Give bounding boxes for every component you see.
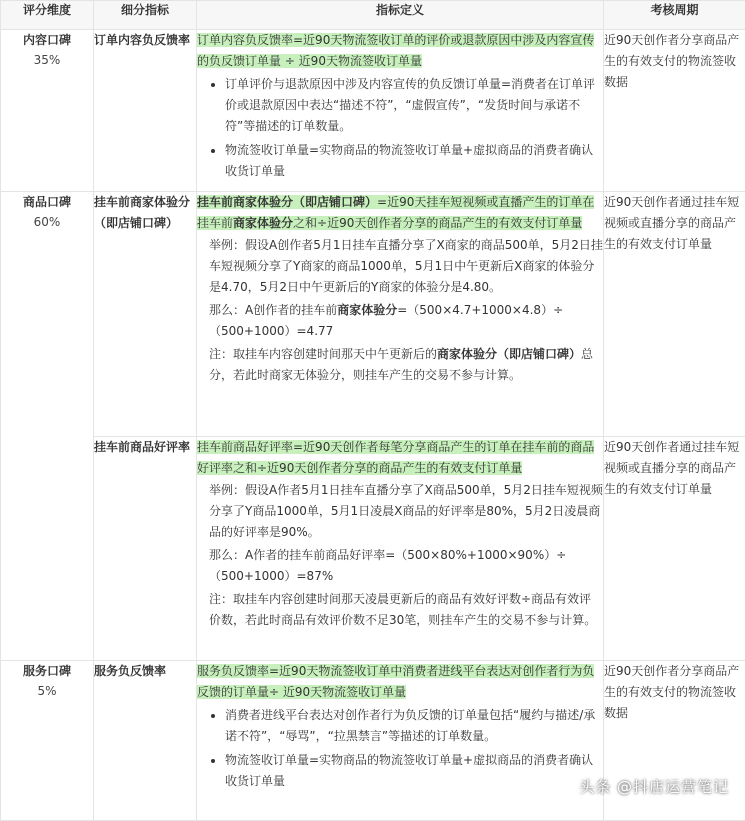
note-text: 注：取挂车内容创建时间那天凌晨更新后的商品有效好评数÷商品有效评价数，若此时商品有效评价数不足30笔，则挂车产生的交易不参与计算。: [209, 589, 603, 631]
dimension-name: 服务口碑: [1, 661, 93, 681]
list-item: • 消费者进线平台表达对创作者行为负反馈的订单量包括“履约与描述/承诺不符”，“辱骂”，“拉黑禁言”等描述的订单数量。: [225, 705, 603, 747]
note-text: [209, 344, 603, 386]
table-row: [1, 30, 745, 192]
calculation-text: 那么：A作者的挂车前商品好评率=（500×80%+1000×90%）÷（500+1000）=87%: [209, 545, 603, 587]
sub-metric-cell: 挂车前商品好评率: [94, 437, 197, 661]
dimension-cell: [1, 192, 94, 661]
calc-formula: =（500×4.7+1000×4.8）÷（500+1000）=4.77: [209, 303, 563, 338]
definition-formula: 服务负反馈率=近90天物流签收订单中消费者进线平台表达对创作者行为负反馈的订单量÷ 近90天物流签收订单量: [197, 664, 594, 699]
dimension-weight: 60%: [1, 212, 93, 232]
definition-formula: 订单内容负反馈率=近90天物流签收订单的评价或退款原因中涉及内容宣传的负反馈订单量 ÷ 近90天物流签收订单量: [197, 33, 594, 68]
note-prefix: 注：取挂车内容创建时间那天中午更新后的: [209, 347, 437, 361]
header-row: [1, 1, 745, 30]
bold-term: 挂车前商家体验分（即店铺口碑）: [197, 195, 377, 209]
definition-bullets: [197, 74, 603, 182]
formula-part: 之和÷近90天创作者分享的商品产生的有效支付订单量: [293, 216, 582, 230]
calculation-text: [209, 300, 603, 342]
dimension-weight: 5%: [1, 681, 93, 701]
cycle-cell: 近90天创作者分享商品产生的有效支付的物流签收数据: [604, 30, 745, 192]
table-row: [1, 192, 745, 437]
dimension-weight: 35%: [1, 50, 93, 70]
definition-cell: [197, 192, 604, 437]
example-block: [197, 235, 603, 386]
example-block: [197, 480, 603, 631]
definition-formula: [197, 195, 594, 230]
list-item: • 物流签收订单量=实物商品的物流签收订单量+虚拟商品的消费者确认收货订单量: [225, 140, 603, 182]
definition-bullets: [197, 705, 603, 792]
example-text: 举例：假设A作者5月1日挂车直播分享了X商品500单，5月2日挂车短视频分享了Y商品1000单，5月1日凌晨X商品的好评率是80%，5月2日凌晨商品的好评率是90%。: [209, 480, 603, 543]
definition-cell: [197, 437, 604, 661]
dimension-cell: [1, 661, 94, 821]
calc-prefix: 那么：A创作者的挂车前: [209, 303, 337, 317]
header-cycle: 考核周期: [604, 1, 745, 30]
header-definition: 指标定义: [197, 1, 604, 30]
note-suffix: 总分，若此时商家无体验分，则挂车产生的交易不参与计算。: [209, 347, 593, 382]
dimension-name: 内容口碑: [1, 30, 93, 50]
definition-cell: [197, 661, 604, 821]
sub-metric-cell: 服务负反馈率: [94, 661, 197, 821]
sub-metric-cell: 挂车前商家体验分（即店铺口碑）: [94, 192, 197, 437]
formula-part: =近90天挂车短视频或直播产生的订单在挂车前: [197, 195, 594, 230]
cycle-cell: 近90天创作者通过挂车短视频或直播分享的商品产生的有效支付订单量: [604, 192, 745, 437]
list-item: • 物流签收订单量=实物商品的物流签收订单量+虚拟商品的消费者确认收货订单量: [225, 750, 603, 792]
dimension-cell: [1, 30, 94, 192]
definition-cell: [197, 30, 604, 192]
watermark: 头条 @抖店运营笔记: [579, 776, 729, 797]
list-item: • 订单评价与退款原因中涉及内容宣传的负反馈订单量=消费者在订单评价或退款原因中表达“描述不符”，“虚假宣传”，“发货时间与承诺不符”等描述的订单数量。: [225, 74, 603, 137]
cycle-cell: 近90天创作者分享商品产生的有效支付的物流签收数据: [604, 661, 745, 821]
header-sub-metric: 细分指标: [94, 1, 197, 30]
example-text: 举例：假设A创作者5月1日挂车直播分享了X商家的商品500单，5月2日挂车短视频分享了Y商家的商品1000单，5月1日中午更新后X商家的体验分是4.70，5月2日中午更新后的Y商家的体验分是4.80。: [209, 235, 603, 298]
sub-metric-cell: 订单内容负反馈率: [94, 30, 197, 192]
header-dimension: 评分维度: [1, 1, 94, 30]
cycle-cell: 近90天创作者通过挂车短视频或直播分享的商品产生的有效支付订单量: [604, 437, 745, 661]
dimension-name: 商品口碑: [1, 192, 93, 212]
bold-term: 商家体验分（即店铺口碑）: [437, 347, 581, 361]
bold-term: 商家体验分: [337, 303, 397, 317]
table-row: [1, 437, 745, 661]
bold-term: 商家体验分: [233, 216, 293, 230]
definition-formula: 挂车前商品好评率=近90天创作者每笔分享商品产生的订单在挂车前的商品好评率之和÷近90天创作者分享的商品产生的有效支付订单量: [197, 440, 594, 475]
